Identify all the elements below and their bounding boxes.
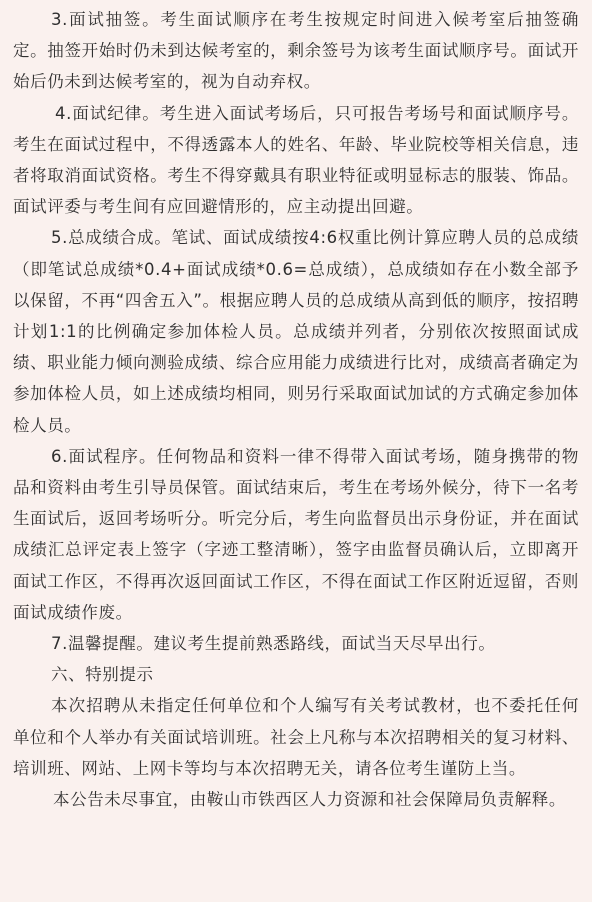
paragraph-closing: 本公告未尽事宜，由鞍山市铁西区人力资源和社会保障局负责解释。: [53, 790, 566, 810]
paragraph-reminder: 7.温馨提醒。建议考生提前熟悉路线，面试当天尽早出行。: [51, 634, 496, 654]
section-heading-special-notice: 六、特别提示: [51, 665, 154, 685]
paragraph-interview-draw: 3.面试抽签。考生面试顺序在考生按规定时间进入候考室后抽签确定。抽签开始时仍未到达候考室的，剩余签号为该考生面试顺序号。面试开始后仍未到达候考室的，视为自动弃权。: [13, 10, 579, 92]
paragraph-special-notice: 本次招聘从未指定任何单位和个人编写有关考试教材，也不委托任何单位和个人举办有关面试培训班。社会上凡称与本次招聘相关的复习材料、培训班、网站、上网卡等均与本次招聘无关，请各位考生谨防上当。: [13, 696, 579, 778]
paragraph-interview-procedure: 6.面试程序。任何物品和资料一律不得带入面试考场，随身携带的物品和资料由考生引导员保管。面试结束后，考生在考场外候分，待下一名考生面试后，返回考场听分。听完分后，考生向监督员出示身份证，并在面试成绩汇总评定表上签字（字迹工整清晰），签字由监督员确认后，立即离开面试工作区，不得再次返回面试工作区，不得在面试工作区附近逗留，否则面试成绩作废。: [13, 446, 579, 622]
paragraph-interview-discipline: 4.面试纪律。考生进入面试考场后，只可报告考场号和面试顺序号。考生在面试过程中，不得透露本人的姓名、年龄、毕业院校等相关信息，违者将取消面试资格。考生不得穿戴具有职业特征或明显标志的服装、饰品。面试评委与考生间有应回避情形的，应主动提出回避。: [13, 103, 579, 217]
paragraph-total-score: 5.总成绩合成。笔试、面试成绩按4:6权重比例计算应聘人员的总成绩（即笔试总成绩*0.4+面试成绩*0.6=总成绩），总成绩如存在小数全部予以保留，不再“四舍五入”。根据应聘人员的总成绩从高到低的顺序，按招聘计划1:1的比例确定参加体检人员。总成绩并列者，分别依次按照面试成绩、职业能力倾向测验成绩、综合应用能力成绩进行比对，成绩高者确定为参加体检人员，如上述成绩均相同，则另行采取面试加试的方式确定参加体检人员。: [13, 228, 579, 435]
